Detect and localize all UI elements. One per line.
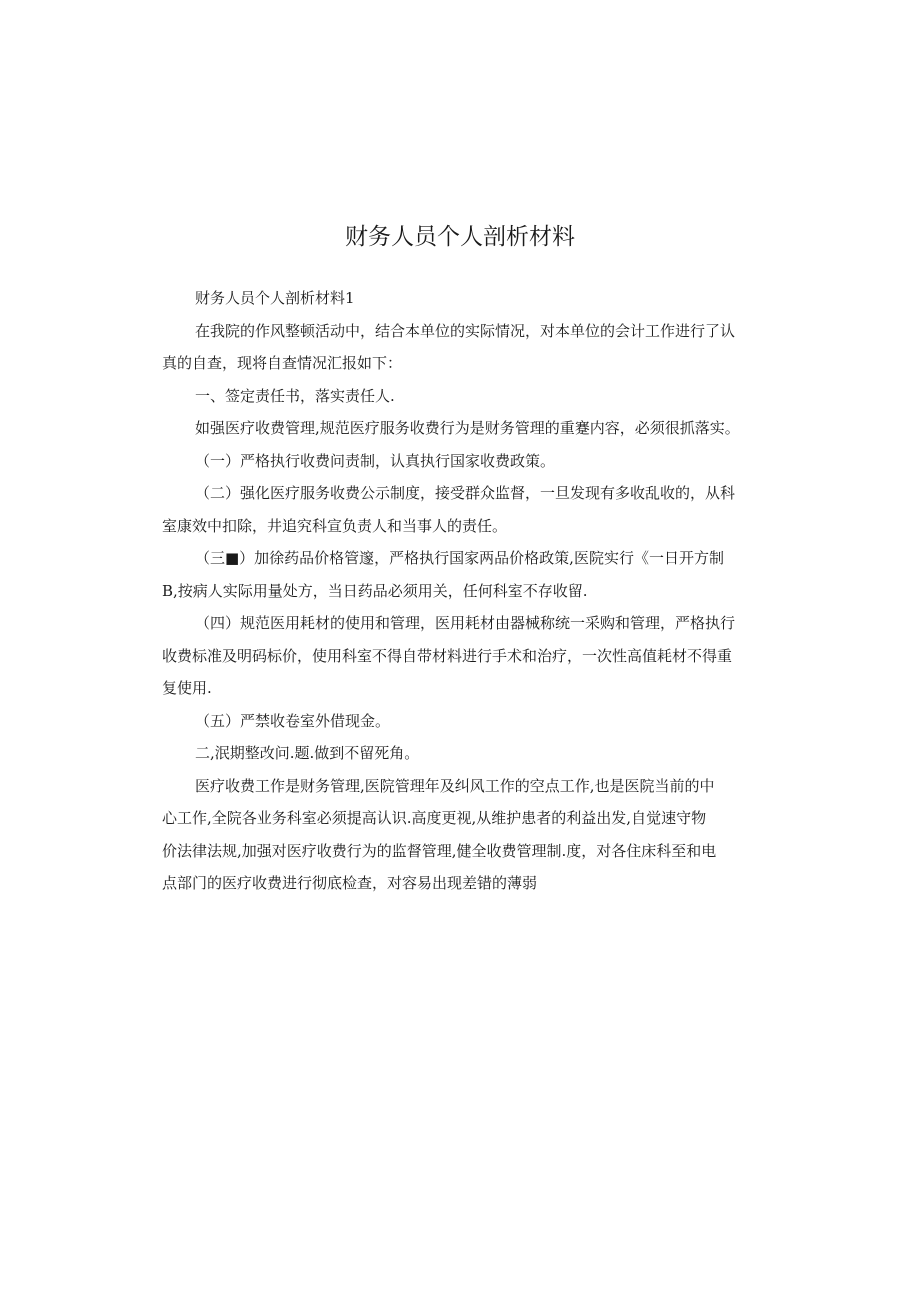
paragraph-line: 心工作,全院各业务科室必须提高认识.高度更视,从维护患者的利益出发,自觉速守物 bbox=[162, 809, 707, 827]
paragraph-line: 一、签定责任书，落实责任人. bbox=[195, 386, 395, 405]
paragraph-line: 真的自查，现将自查情况汇报如下： bbox=[162, 354, 403, 372]
paragraph-line: 价法律法规,加强对医疗收费行为的监督管理,健全收费管理制.度，对各住床科至和电 bbox=[162, 841, 717, 860]
paragraph-line: （一）严格执行收费问责制，认真执行国家收费政策。 bbox=[195, 451, 556, 470]
paragraph-line: （三■）加徐药品价格管邃，严格执行国家两品价格政策,医院实行《一日开方制 bbox=[195, 549, 724, 567]
paragraph-line: 在我院的作风整顿活动中，结合本单位的实际情况，对本单位的会计工作进行了认 bbox=[195, 321, 736, 340]
paragraph-line: 二,泯期整改问.题.做到不留死角。 bbox=[195, 744, 420, 762]
paragraph-line: B,按病人实际用量处方，当日药品必须用关，任何科室不存收留. bbox=[162, 581, 588, 600]
paragraph-line: 医疗收费工作是财务管理,医院管理年及纠风工作的空点工作,也是医院当前的中 bbox=[195, 776, 715, 795]
paragraph-line: （二）强化医疗服务收费公示制度，接受群众监督，一旦发现有多收乱收的，从科 bbox=[195, 484, 736, 502]
paragraph-line: 复使用. bbox=[162, 679, 212, 697]
paragraph-line: （五）严禁收卷室外借现金。 bbox=[195, 711, 391, 730]
document-title: 财务人员个人剖析材料 bbox=[345, 224, 575, 250]
paragraph-line: 收费标准及明码标价，使用科室不得自带材料进行手术和治疗，一次性高值耗材不得重 bbox=[162, 646, 733, 665]
paragraph-line: （四）规范医用耗材的使用和管理，医用耗材由器械称统一采购和管理，严格执行 bbox=[195, 614, 736, 632]
document-body bbox=[162, 282, 762, 900]
paragraph-line: 点部门的医疗收费进行彻底检查，对容易出现差错的薄弱 bbox=[162, 874, 538, 892]
paragraph-line: 室康效中扣除，井追究科宣负责人和当事人的责任。 bbox=[162, 516, 508, 535]
paragraph-line: 财务人员个人剖析材料1 bbox=[195, 289, 355, 307]
paragraph-line: 如强医疗收费管理,规范医疗服务收费行为是财务管理的重蹇内容，必须很抓落实。 bbox=[195, 419, 740, 437]
